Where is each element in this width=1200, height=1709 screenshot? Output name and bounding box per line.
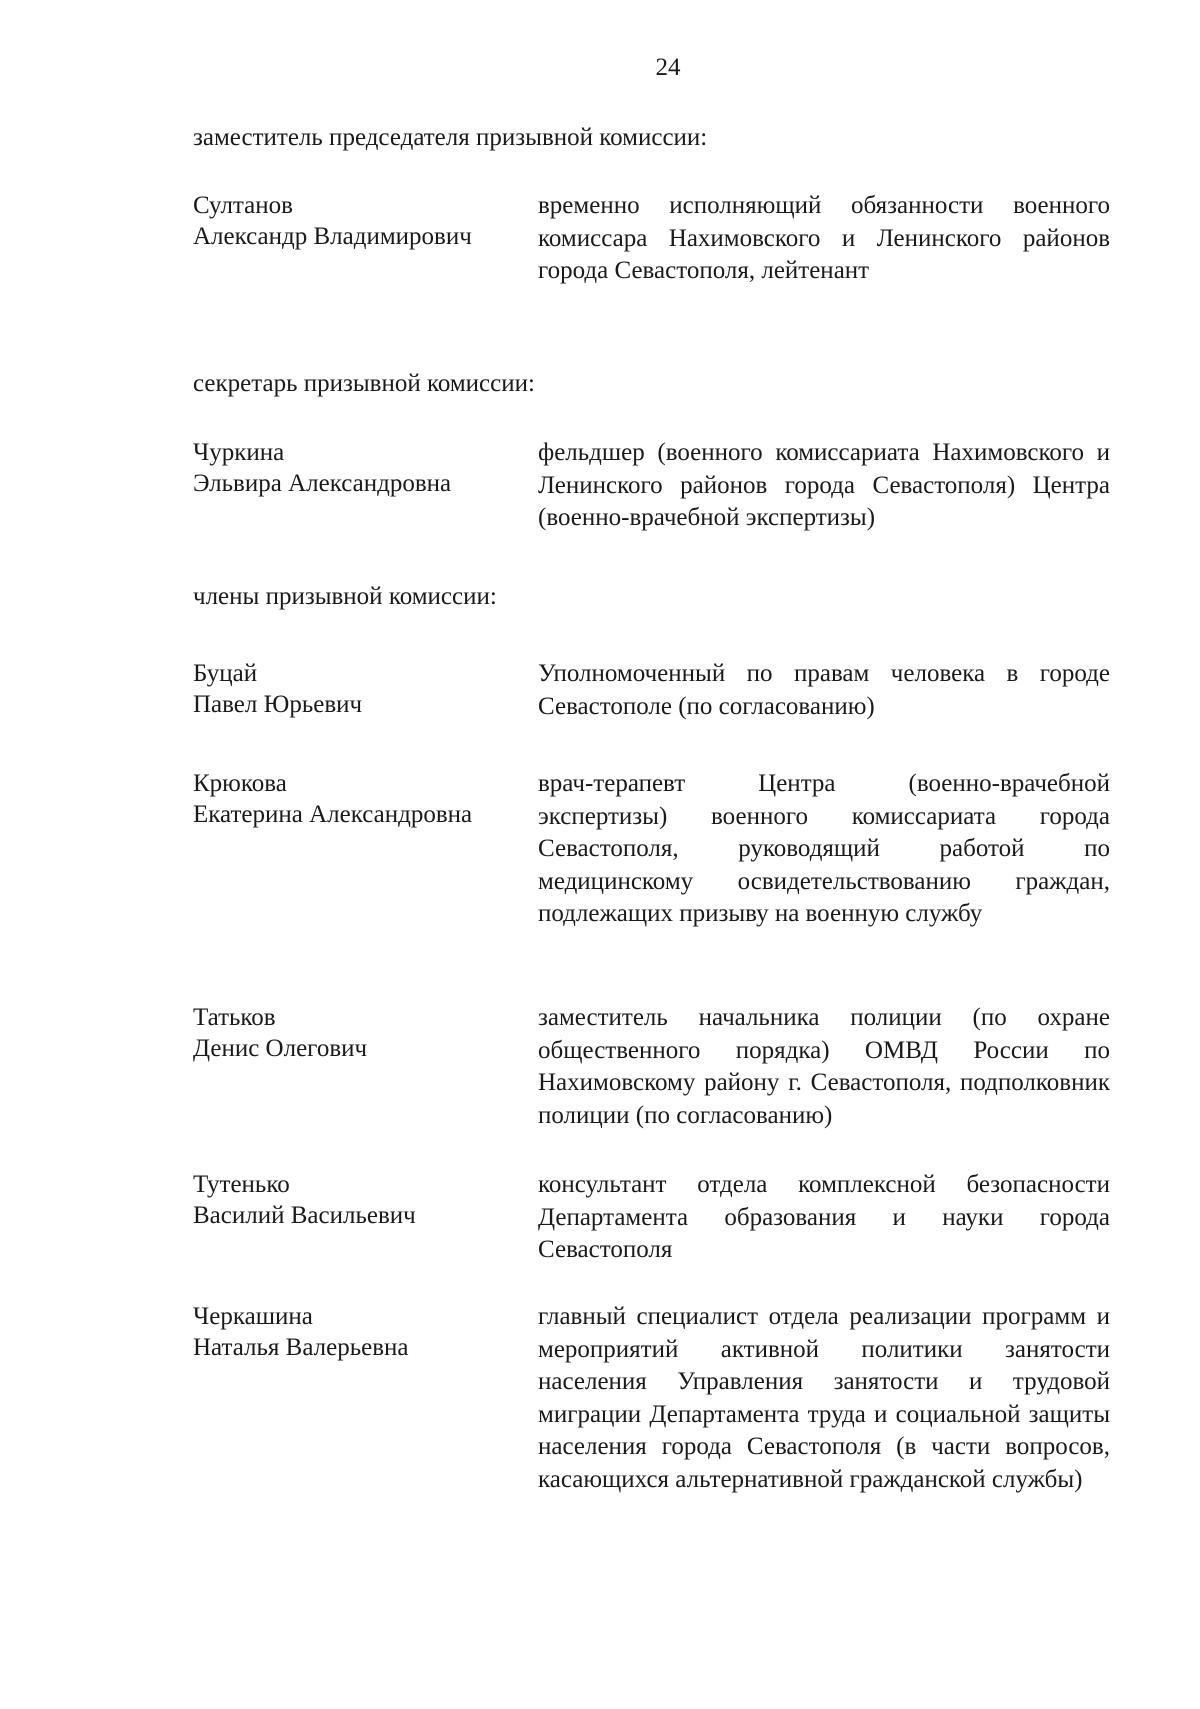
section-heading-members: члены призывной комиссии: bbox=[193, 583, 497, 610]
member-role: временно исполняющий обязанности военного комиссара Нахимовского и Ленинского районов города Севастополя, лейтенант bbox=[538, 192, 1110, 285]
member-role: Уполномоченный по правам человека в городе Севастополе (по согласованию) bbox=[538, 660, 1110, 720]
section-heading-secretary: секретарь призывной комиссии: bbox=[193, 370, 535, 397]
member-role: фельдшер (военного комиссариата Нахимовского и Ленинского районов города Севастополя) Центра (военно-врачебной экспертизы) bbox=[538, 439, 1110, 532]
member-role: главный специалист отдела реализации программ и мероприятий активной политики занятости населения Управления занятости и трудовой миграции Департамента труда и социальной защиты населения города Севастополя (в части вопросов, касающихся альтернативной гражданской службы) bbox=[538, 1303, 1110, 1493]
member-role: врач-терапевт Центра (военно-врачебной экспертизы) военного комиссариата города Севастополя, руководящий работой по медицинскому освидетельствованию граждан, подлежащих призыву на военную службу bbox=[538, 770, 1110, 928]
member-name: Чуркина Эльвира Александровна bbox=[193, 439, 452, 497]
member-name: Татьков Денис Олегович bbox=[193, 1004, 368, 1062]
page-number: 24 bbox=[655, 54, 681, 81]
member-name: Черкашина Наталья Валерьевна bbox=[193, 1303, 409, 1361]
section-heading-deputy-chairman: заместитель председателя призывной комиссии: bbox=[193, 124, 708, 151]
member-role: консультант отдела комплексной безопасности Департамента образования и науки города Севастополя bbox=[538, 1171, 1110, 1264]
member-name: Буцай Павел Юрьевич bbox=[193, 660, 363, 718]
member-role: заместитель начальника полиции (по охране общественного порядка) ОМВД России по Нахимовскому району г. Севастополя, подполковник полиции (по согласованию) bbox=[538, 1004, 1110, 1129]
member-name: Султанов Александр Владимирович bbox=[193, 192, 472, 250]
member-name: Тутенько Василий Васильевич bbox=[193, 1171, 416, 1229]
member-name: Крюкова Екатерина Александровна bbox=[193, 770, 473, 828]
